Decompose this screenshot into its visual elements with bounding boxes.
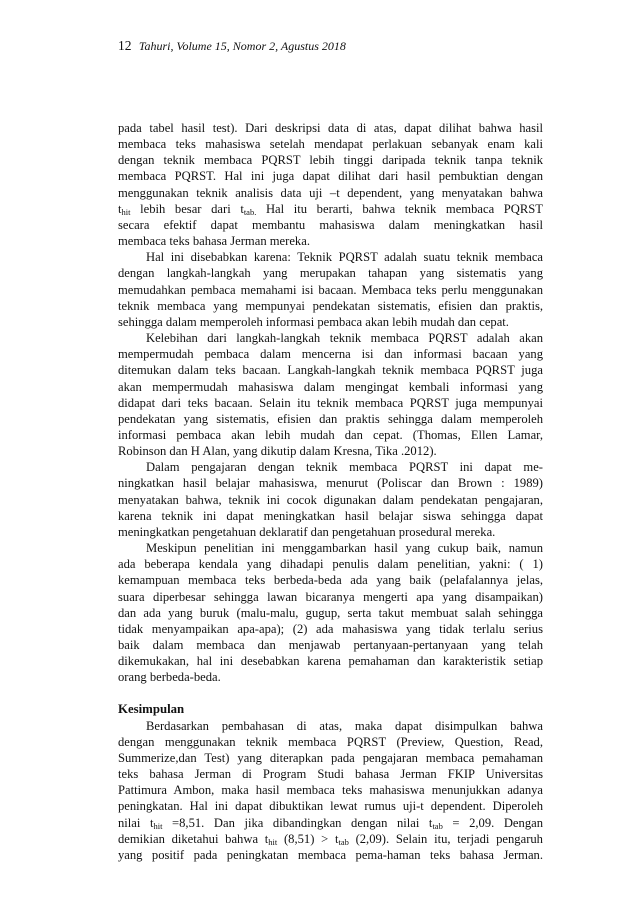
text-line: membaca PQRST. Hal ini juga dapat dilihat dari hasil pembuktian dengan <box>118 169 543 184</box>
section-heading: Kesimpulan <box>118 702 185 717</box>
running-header <box>118 38 346 54</box>
text-line: membaca teks bahasa Jerman mereka. <box>118 234 310 249</box>
text-line: Dalam pengajaran dengan teknik membaca PQRST ini dapat me- <box>146 460 543 475</box>
text-line: sehingga dalam memperoleh informasi pembaca akan lebih mudah dan cepat. <box>118 314 509 329</box>
subscript: hit <box>153 820 163 831</box>
paragraph <box>118 540 543 685</box>
text-line: dengan menggunakan teknik membaca PQRST (Preview, Question, Read, <box>118 734 543 749</box>
text-fragment: (8,51) > t <box>277 831 339 846</box>
paragraph <box>118 718 543 863</box>
text-fragment: demikian diketahui bahwa t <box>118 831 269 846</box>
text-fragment: =8,51. Dan jika dibandingkan dengan nilai t <box>162 815 433 830</box>
text-fragment: Hal itu berarti, bahwa teknik membaca PQRST <box>256 201 543 216</box>
subscript: hit <box>121 206 131 217</box>
paragraph <box>118 330 543 459</box>
text-line: orang berbeda-beda. <box>118 670 221 685</box>
text-line: membaca teks mahasiswa setelah mendapat perlakuan sebanyak enam kali <box>118 137 543 152</box>
text-line: teks bahasa Jerman di Program Studi bahasa Jerman FKIP Universitas <box>118 767 543 782</box>
text-line: pendekatan yang sistematis, efisien dan praktis sehingga dalam memperoleh <box>118 411 543 426</box>
text-line-with-subscripts <box>118 831 543 847</box>
subscript: tab. <box>243 206 257 217</box>
text-line: Berdasarkan pembahasan di atas, maka dapat disimpulkan bahwa <box>146 718 543 733</box>
text-line: dengan teknik membaca PQRST lebih tinggi daripada teknik tanpa teknik <box>118 153 543 168</box>
paragraph <box>118 120 543 249</box>
text-line: ditemukan dalam teks bacaan. Langkah-langkah teknik membaca PQRST juga <box>118 363 543 378</box>
text-line: Summerize,dan Test) yang diterapkan pada pengajaran membaca pemahaman <box>118 750 543 765</box>
text-line: tidak menyampaikan apa-apa); (2) ada mahasiswa yang tidak terlalu serius <box>118 621 543 636</box>
text-fragment: lebih besar dari t <box>130 201 244 216</box>
text-line: memudahkan pembaca memahami isi bacaan. Membaca teks perlu menggunakan <box>118 282 543 297</box>
text-line: secara efektif dapat membantu mahasiswa dalam meningkatkan hasil <box>118 217 543 232</box>
text-line: Robinson dan H Alan, yang dikutip dalam Kresna, Tika .2012). <box>118 444 437 459</box>
text-line: menggunakan teknik analisis data uji –t dependent, yang menyatakan bahwa <box>118 185 543 200</box>
text-fragment: = 2,09. Dengan <box>442 815 544 830</box>
text-line: ningkatkan hasil belajar mahasiswa, menurut (Poliscar dan Brown : 1989) <box>118 476 543 491</box>
text-line: yang positif pada peningkatan membaca pema-haman teks bahasa Jerman. <box>118 847 543 862</box>
text-line: pada tabel hasil test). Dari deskripsi data di atas, dapat dilihat bahwa hasil <box>118 121 543 135</box>
paragraph <box>118 459 543 540</box>
text-line: menyatakan bahwa, teknik ini cocok digunakan dalam pendekatan pengajaran, <box>118 492 543 507</box>
text-line: teknik membaca yang mempunyai pendekatan sistematis, efisien dan praktis, <box>118 298 543 313</box>
text-line: suara diperbesar sehingga lawan bicaranya mengerti apa yang disampaikan) <box>118 589 543 604</box>
text-line: ada beberapa kendala yang dihadapi penulis dalam penelitian, yakni: ( 1) <box>118 557 543 572</box>
text-line: peningkatan. Hal ini dapat dibuktikan lewat rumus uji-t dependent. Diperoleh <box>118 799 543 814</box>
text-fragment: (2,09). Selain itu, terjadi pengaruh <box>348 831 543 846</box>
text-line: Meskipun penelitian ini menggambarkan hasil yang cukup baik, namun <box>146 541 543 556</box>
text-line-with-subscripts <box>118 815 543 831</box>
text-line: dikemukakan, hal ini desebabkan karena pemahaman dan karakteristik setiap <box>118 654 543 669</box>
text-line: kemampuan membaca teks berbeda-beda ada yang baik (pelafalannya jelas, <box>118 573 543 588</box>
text-line: dan ada yang buruk (malu-malu, gugup, serta takut membuat salah sehingga <box>118 605 543 620</box>
page-number: 12 <box>118 38 132 53</box>
paragraph <box>118 249 543 330</box>
text-line: informasi pembaca akan lebih mudah dan cepat. (Thomas, Ellen Lamar, <box>118 427 543 442</box>
text-line: Kelebihan dari langkah-langkah teknik membaca PQRST adalah akan <box>146 331 543 346</box>
subscript: hit <box>268 836 278 847</box>
subscript: tab <box>432 820 443 831</box>
subscript: tab <box>338 836 349 847</box>
text-line: Pattimura Ambon, maka hasil membaca teks mahasiswa menunjukkan adanya <box>118 783 543 798</box>
text-line-with-subscripts <box>118 201 543 217</box>
text-fragment: nilai t <box>118 815 154 830</box>
text-fragment: t <box>118 201 122 216</box>
text-line: didapat dari teks bacaan. Selain itu teknik membaca PQRST juga mempunyai <box>118 395 543 410</box>
text-line: meningkatkan pengetahuan deklaratif dan pengetahuan prosedural mereka. <box>118 524 496 539</box>
text-line: dengan langkah-langkah yang merupakan tahapan yang sistematis yang <box>118 266 543 281</box>
journal-citation: Tahuri, Volume 15, Nomor 2, Agustus 2018 <box>138 39 346 53</box>
text-line: baik dalam membaca dan menjawab pertanyaan-pertanyaan yang telah <box>118 638 543 652</box>
text-line: akan mempermudah mahasiswa dalam mengingat kembali informasi yang <box>118 379 543 394</box>
text-line: Hal ini disebabkan karena: Teknik PQRST adalah suatu teknik membaca <box>146 250 543 265</box>
body-text <box>118 120 543 863</box>
text-line: karena teknik ini dapat meningkatkan hasil belajar siswa sehingga dapat <box>118 508 543 523</box>
text-line: mempermudah pembaca dalam mencerna isi dan informasi bacaan yang <box>118 347 543 362</box>
